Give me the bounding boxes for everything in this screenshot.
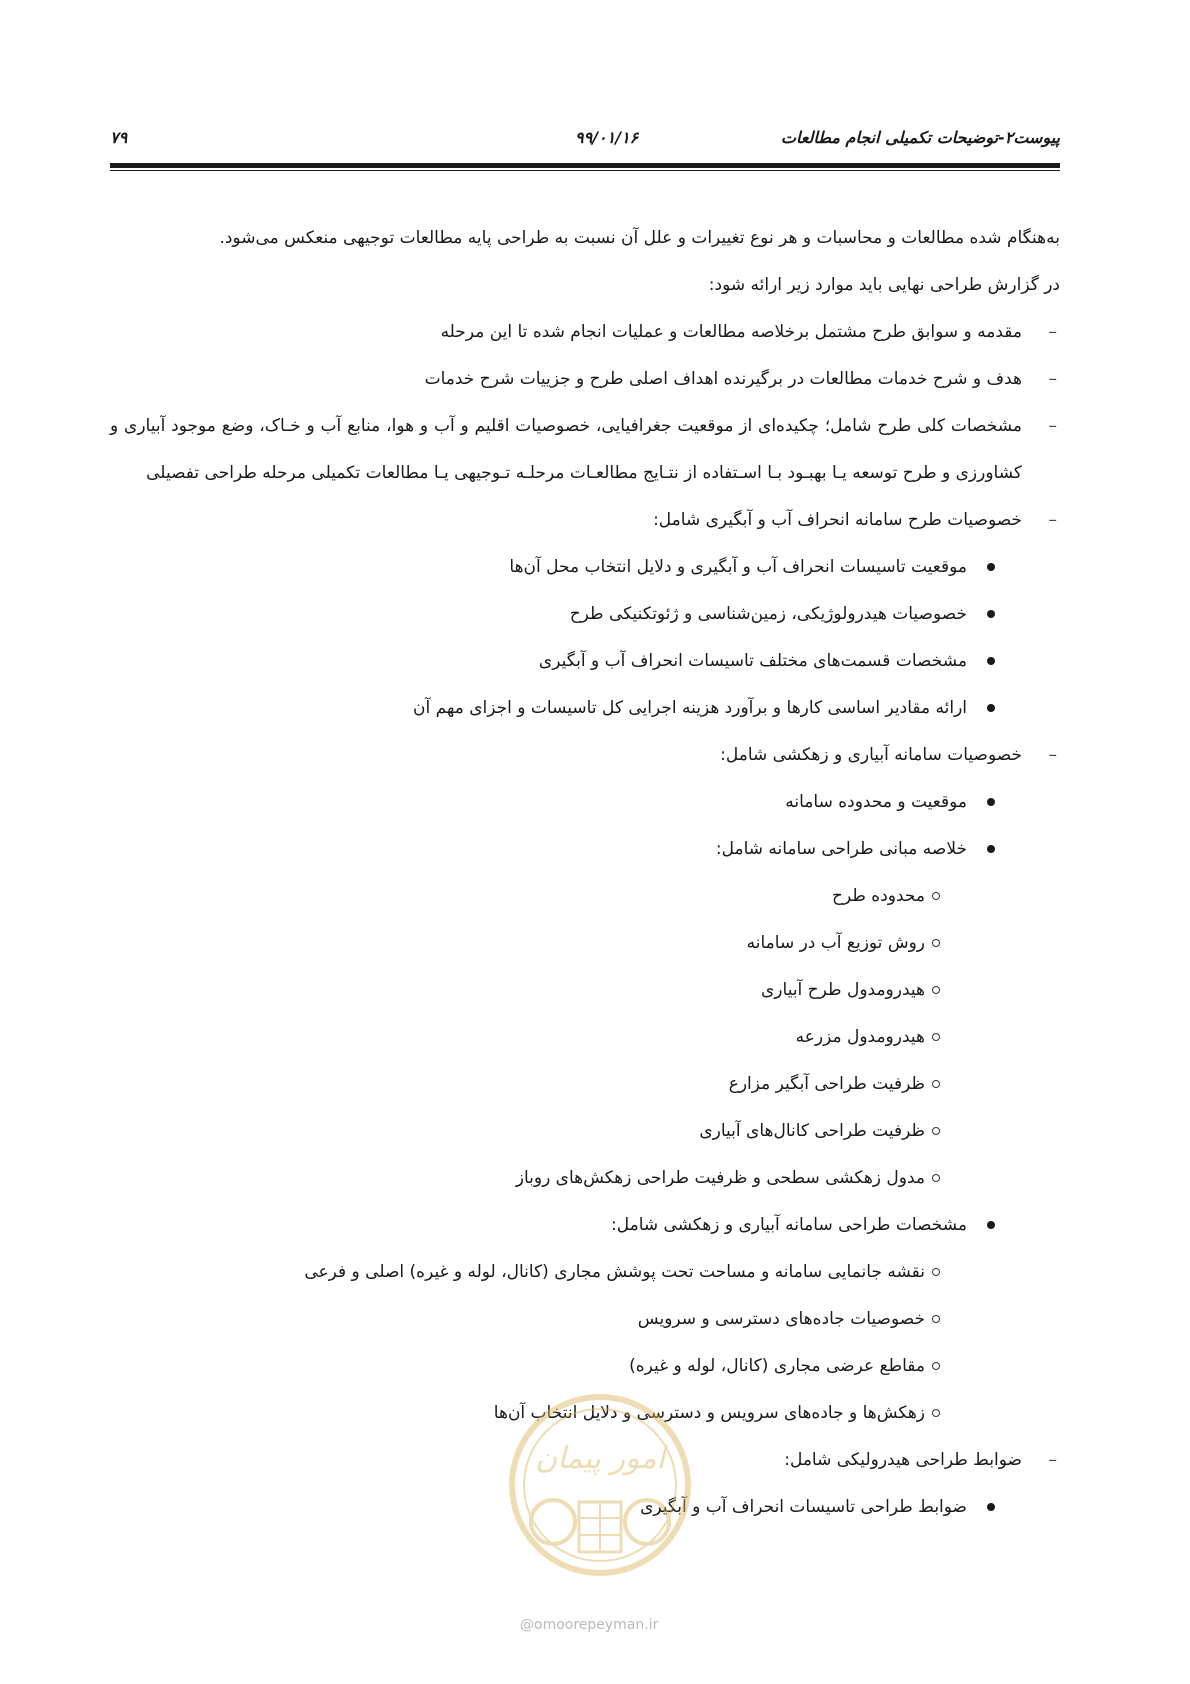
header-rule-thin <box>110 170 1060 171</box>
circle-item <box>110 1155 1060 1202</box>
circle-item-text: خصوصیات جاده‌های دسترسی و سرویس <box>637 1309 925 1329</box>
bullet-item <box>110 685 1060 732</box>
circle-marker <box>932 1268 940 1276</box>
circle-item-text: روش توزیع آب در سامانه <box>746 933 925 953</box>
circle-item <box>110 1296 1060 1343</box>
dash-item-general-specs <box>110 403 1060 497</box>
header-date: ۹۹/۰۱/۱۶ <box>575 128 639 147</box>
circle-marker <box>932 1174 940 1182</box>
circle-marker <box>932 1080 940 1088</box>
page-number: ۷۹ <box>110 128 128 147</box>
bullet-dot <box>987 845 995 853</box>
bullet-dot <box>987 610 995 618</box>
dash-marker: – <box>1048 416 1057 436</box>
watermark-seal-icon <box>505 1390 695 1580</box>
dash-marker: – <box>1048 745 1057 765</box>
list-intro-paragraph: در گزارش طراحی نهایی باید موارد زیر ارائه شود: <box>708 275 1060 295</box>
circle-item <box>110 1249 1060 1296</box>
circle-item-text: هیدرومدول مزرعه <box>795 1027 925 1047</box>
header-title: پیوست۲-توضیحات تکمیلی انجام مطالعات <box>780 128 1060 147</box>
circle-item <box>110 1014 1060 1061</box>
dash-marker: – <box>1048 322 1057 342</box>
bullet-item-text: مشخصات قسمت‌های مختلف تاسیسات انحراف آب و آبگیری <box>538 651 967 671</box>
circle-item <box>110 873 1060 920</box>
bullet-item <box>110 544 1060 591</box>
bullet-item-text: ضوابط طراحی تاسیسات انحراف آب و آبگیری <box>640 1497 967 1517</box>
circle-item <box>110 1343 1060 1390</box>
svg-text:امور پیمان: امور پیمان <box>535 1441 665 1476</box>
bullet-dot <box>987 798 995 806</box>
page-header <box>110 128 1060 158</box>
circle-marker <box>932 1315 940 1323</box>
dash-item-text: مقدمه و سوابق طرح مشتمل برخلاصه مطالعات و عملیات انجام شده تا این مرحله <box>440 322 1022 342</box>
dash-item-text: خصوصیات سامانه آبیاری و زهکشی شامل: <box>720 745 1022 765</box>
circle-item-text: هیدرومدول طرح آبیاری <box>761 980 925 1000</box>
circle-item-text: زهکش‌ها و جاده‌های سرویس و دسترسی و دلایل انتخاب آن‌ها <box>493 1403 925 1423</box>
circle-marker <box>932 939 940 947</box>
watermark-url: @omoorepeyman.ir <box>520 1617 659 1633</box>
bullet-dot <box>987 1221 995 1229</box>
circle-item-text: ظرفیت طراحی آبگیر مزارع <box>728 1074 925 1094</box>
circle-item-text: مقاطع عرضی مجاری (کانال، لوله و غیره) <box>629 1356 925 1376</box>
circle-marker <box>932 1127 940 1135</box>
circle-item <box>110 967 1060 1014</box>
circle-marker <box>932 892 940 900</box>
dash-item-text: خصوصیات طرح سامانه انحراف آب و آبگیری شامل: <box>653 510 1022 530</box>
bullet-dot <box>987 704 995 712</box>
bullet-item-text: خصوصیات هیدرولوژیکی، زمین‌شناسی و ژئوتکنیکی طرح <box>569 604 967 624</box>
bullet-dot <box>987 563 995 571</box>
circle-item-text: مدول زهکشی سطحی و ظرفیت طراحی زهکش‌های روباز <box>515 1168 925 1188</box>
circle-item-text: محدوده طرح <box>832 886 925 906</box>
bullet-item <box>110 638 1060 685</box>
circle-marker <box>932 986 940 994</box>
dash-marker: – <box>1048 369 1057 389</box>
dash-item-text: مشخصات کلی طرح شامل؛ چکیده‌ای از موقعیت جغرافیایی، خصوصیات اقلیم و آب و هوا، منابع آب و خـاک، وضع موجود آبیاری و کشاورزی و طرح توسعه یـا بهبـود بـا اسـتفاده از نتـایج مطالعـات مرحلـه تـوجیهی یـا مطالعات تکمیلی مرحله طراحی تفصیلی <box>110 416 1022 483</box>
dash-item-text: هدف و شرح خدمات مطالعات در برگیرنده اهداف اصلی طرح و جزییات شرح خدمات <box>424 369 1022 389</box>
circle-item-text: نقشه جانمایی سامانه و مساحت تحت پوشش مجاری (کانال، لوله و غیره) اصلی و فرعی <box>304 1262 925 1282</box>
dash-item-diversion-system <box>110 497 1060 544</box>
header-rule-thick <box>110 163 1060 168</box>
circle-marker <box>932 1033 940 1041</box>
document-body <box>110 215 1060 1531</box>
dash-item-objectives <box>110 356 1060 403</box>
circle-item <box>110 1108 1060 1155</box>
circle-marker <box>932 1409 940 1417</box>
bullet-item <box>110 826 1060 873</box>
bullet-dot <box>987 1503 995 1511</box>
circle-item <box>110 1061 1060 1108</box>
dash-item-introduction <box>110 309 1060 356</box>
circle-item-text: ظرفیت طراحی کانال‌های آبیاری <box>699 1121 925 1141</box>
bullet-item <box>110 591 1060 638</box>
dash-marker: – <box>1048 1450 1057 1470</box>
bullet-item <box>110 779 1060 826</box>
bullet-item-text: موقعیت و محدوده سامانه <box>785 792 967 812</box>
dash-item-text: ضوابط طراحی هیدرولیکی شامل: <box>784 1450 1022 1470</box>
bullet-item-text: مشخصات طراحی سامانه آبیاری و زهکشی شامل: <box>611 1215 967 1235</box>
dash-marker: – <box>1048 510 1057 530</box>
circle-marker <box>932 1362 940 1370</box>
bullet-item-text: موقعیت تاسیسات انحراف آب و آبگیری و دلایل انتخاب محل آن‌ها <box>509 557 967 577</box>
bullet-item <box>110 1202 1060 1249</box>
intro-paragraph: به‌هنگام شده مطالعات و محاسبات و هر نوع تغییرات و علل آن نسبت به طراحی پایه مطالعات توجیهی منعکس می‌شود. <box>219 228 1060 248</box>
bullet-item-text: خلاصه مبانی طراحی سامانه شامل: <box>715 839 967 859</box>
circle-item <box>110 920 1060 967</box>
dash-item-irrigation-system <box>110 732 1060 779</box>
bullet-dot <box>987 657 995 665</box>
bullet-item-text: ارائه مقادیر اساسی کارها و برآورد هزینه اجرایی کل تاسیسات و اجزای مهم آن <box>412 698 967 718</box>
